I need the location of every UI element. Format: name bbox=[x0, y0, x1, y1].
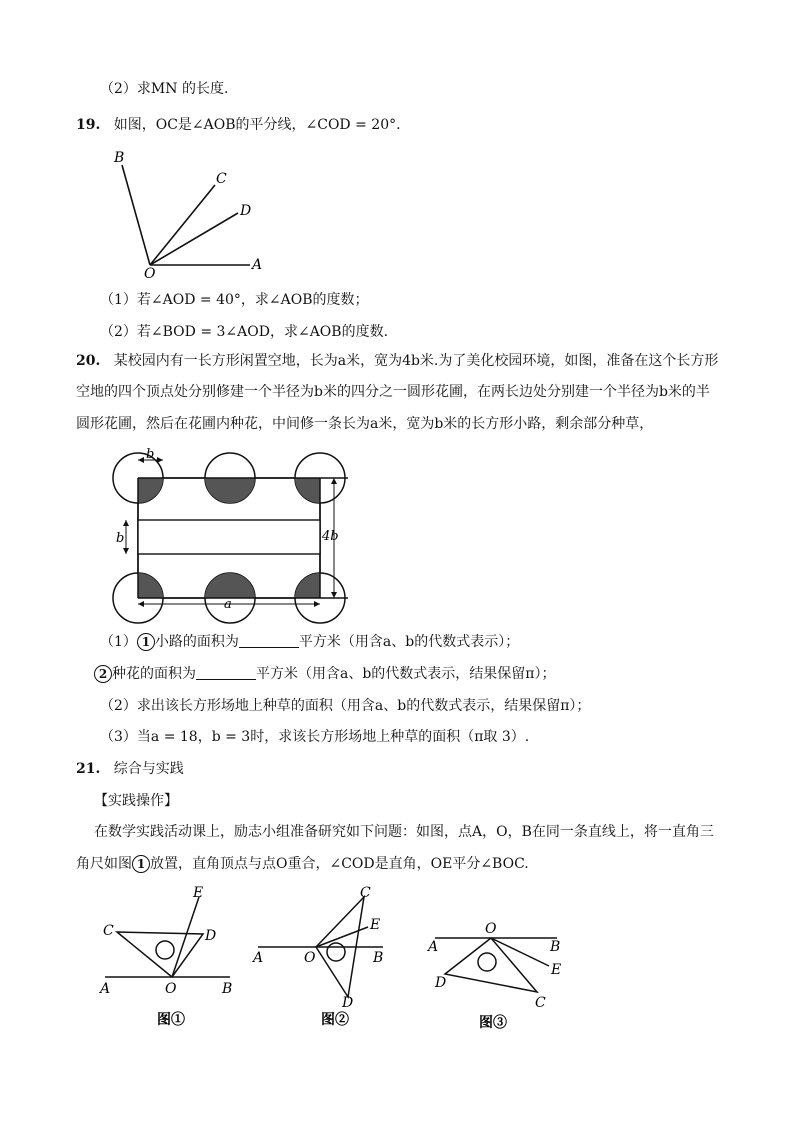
circled-1-icon: 1 bbox=[137, 633, 155, 651]
answer-blank-1[interactable] bbox=[239, 633, 299, 648]
q20-part1b bbox=[94, 665, 556, 683]
fig2-label-C: C bbox=[360, 885, 371, 901]
q21-number: 21. bbox=[76, 761, 101, 777]
q20-figure bbox=[108, 448, 358, 632]
q20-label-b-top: b bbox=[146, 448, 155, 462]
fig3-label-E: E bbox=[551, 962, 562, 978]
q20-stem-line1: 某校园内有一长方形闲置空地，长为a米，宽为4b米.为了美化校园环境，如图，准备在这个长方形 bbox=[113, 353, 719, 369]
q21-figure-1 bbox=[95, 882, 245, 1036]
fig3-label-A: A bbox=[428, 939, 439, 955]
q20-part1a-text: 小路的面积为 bbox=[154, 634, 239, 650]
fig1-label-E: E bbox=[193, 885, 204, 901]
q21-text-2 bbox=[76, 855, 529, 873]
q18-part2: （2）求MN 的长度. bbox=[100, 81, 229, 97]
fig2-label-E: E bbox=[370, 917, 381, 933]
q20-stem-2: 空地的四个顶点处分别修建一个半径为b米的四分之一圆形花圃，在两长边处分别建一个半径为b米的半 bbox=[76, 384, 710, 400]
q21-text-1: 在数学实践活动课上，励志小组准备研究如下问题：如图，点A，O，B在同一条直线上，将一直角三 bbox=[94, 824, 714, 840]
q21-title: 综合与实践 bbox=[113, 761, 184, 777]
q21-figure-3 bbox=[425, 912, 575, 1041]
q19-label-O: O bbox=[144, 266, 156, 280]
q20-label-b-left: b bbox=[116, 531, 125, 546]
q19-stem bbox=[76, 116, 401, 134]
fig3-label-B: B bbox=[550, 939, 561, 955]
fig2-label-A: A bbox=[253, 950, 264, 966]
q20-label-a: a bbox=[224, 597, 232, 612]
q20-part1a bbox=[100, 633, 519, 651]
q19-label-C: C bbox=[216, 171, 227, 187]
q20-number: 20. bbox=[76, 353, 101, 369]
q19-stem-text: 如图，OC是∠AOB的平分线，∠COD = 20°. bbox=[113, 117, 401, 133]
q20-part1b-text: 种花的面积为 bbox=[112, 666, 196, 682]
q21-figure-2 bbox=[248, 882, 398, 1036]
q19-figure bbox=[110, 145, 280, 284]
q20-label-4b: 4b bbox=[322, 529, 339, 544]
fig1-caption: 图① bbox=[157, 1012, 185, 1028]
fig1-label-A: A bbox=[100, 981, 111, 997]
q20-part1a-suffix: 平方米（用含a、b的代数式表示）； bbox=[298, 634, 520, 650]
fig1-label-O: O bbox=[165, 981, 177, 997]
circled-2-icon: 2 bbox=[94, 665, 112, 683]
q21-heading bbox=[76, 760, 184, 778]
fig3-label-C: C bbox=[535, 995, 546, 1011]
q20-stem-1 bbox=[76, 352, 718, 370]
fig1-label-B: B bbox=[222, 981, 233, 997]
q19-label-B: B bbox=[114, 150, 125, 166]
fig3-caption: 图③ bbox=[479, 1015, 507, 1031]
fig2-label-D: D bbox=[342, 995, 354, 1011]
q19-label-D: D bbox=[240, 203, 252, 219]
q19-number: 19. bbox=[76, 117, 101, 133]
fig3-label-O: O bbox=[485, 921, 497, 937]
q20-part2: （2）求出该长方形场地上种草的面积（用含a、b的代数式表示，结果保留π）； bbox=[100, 698, 591, 714]
q19-label-A: A bbox=[252, 257, 263, 273]
fig1-label-C: C bbox=[103, 923, 114, 939]
fig1-label-D: D bbox=[205, 928, 217, 944]
fig2-label-O: O bbox=[304, 950, 316, 966]
fig3-label-D: D bbox=[435, 975, 447, 991]
q20-part1a-prefix: （1） bbox=[100, 634, 137, 650]
q20-part3: （3）当a = 18，b = 3时，求该长方形场地上种草的面积（π取 3）. bbox=[100, 729, 530, 745]
q19-part2: （2）若∠BOD = 3∠AOD，求∠AOB的度数. bbox=[100, 324, 389, 340]
fig2-label-B: B bbox=[373, 950, 384, 966]
q21-text2-a: 角尺如图 bbox=[76, 856, 132, 872]
q21-text2-b: 放置，直角顶点与点O重合，∠COD是直角，OE平分∠BOC. bbox=[150, 856, 529, 872]
q20-part1b-suffix: 平方米（用含a、b的代数式表示，结果保留π）； bbox=[256, 666, 556, 682]
circled-1-icon: 1 bbox=[132, 855, 150, 873]
fig2-caption: 图② bbox=[321, 1012, 349, 1028]
q19-part1: （1）若∠AOD = 40°，求∠AOB的度数； bbox=[100, 292, 369, 308]
answer-blank-2[interactable] bbox=[196, 665, 256, 680]
q20-stem-3: 圆形花圃，然后在花圃内种花，中间修一条长为a米，宽为b米的长方形小路，剩余部分种草， bbox=[76, 416, 654, 432]
q21-section: 【实践操作】 bbox=[94, 793, 178, 809]
